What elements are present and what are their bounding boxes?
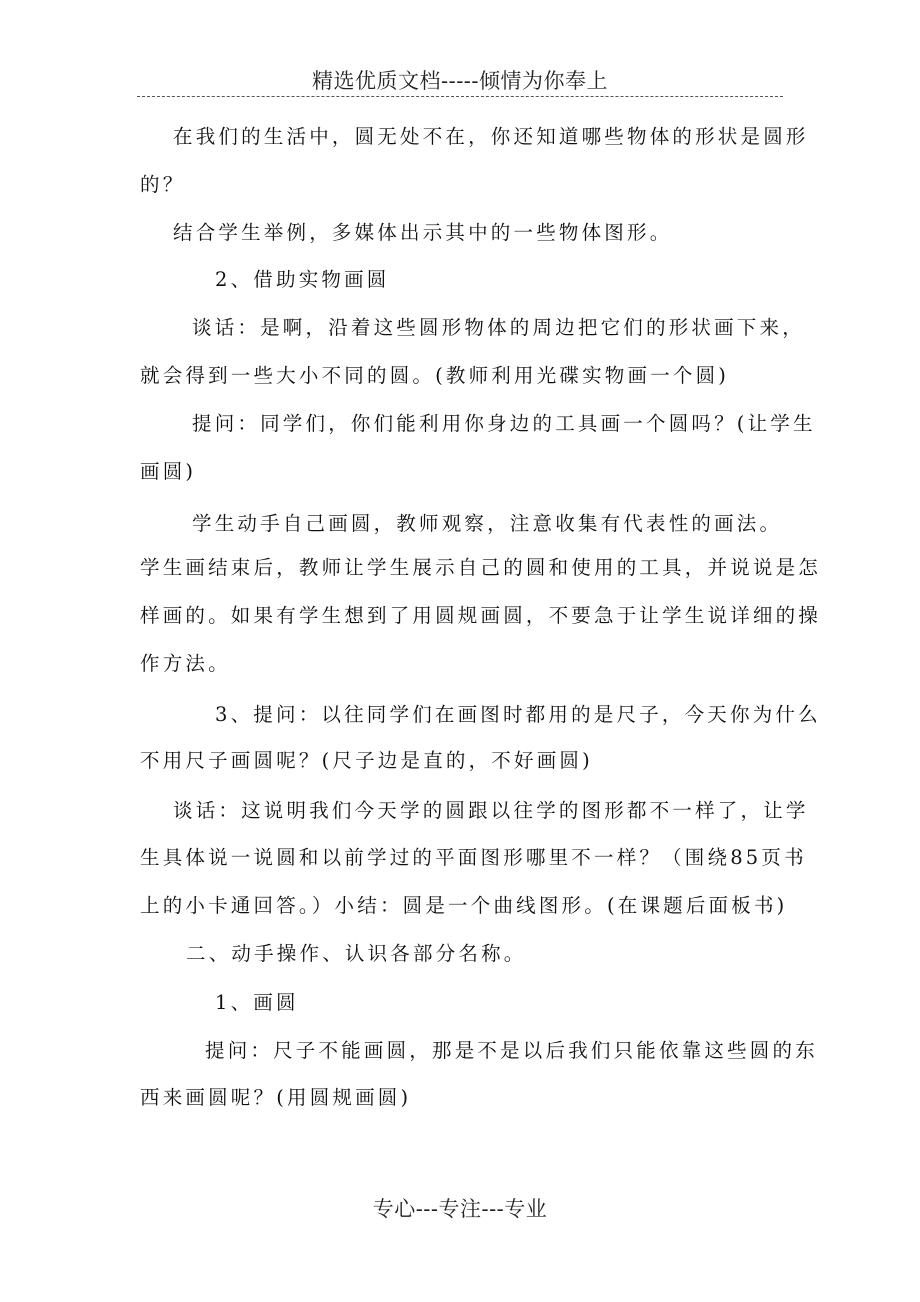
body-line: 提问：同学们，你们能利用你身边的工具画一个圆吗？(让学生 [192, 412, 816, 435]
body-line: 的？ [140, 173, 186, 196]
body-line: 样画的。如果有学生想到了用圆规画圆，不要急于让学生说详细的操 [140, 604, 822, 627]
section-heading: 2、借助实物画圆 [215, 268, 390, 291]
body-line: 就会得到一些大小不同的圆。(教师利用光碟实物画一个圆) [140, 364, 730, 387]
body-line: 提问：尺子不能画圆，那是不是以后我们只能依靠这些圆的东 [205, 1039, 818, 1062]
body-line: 学生画结束后，教师让学生展示自己的圆和使用的工具，并说说是怎 [140, 556, 822, 579]
body-line: 谈话：是啊，沿着这些圆形物体的周边把它们的形状画下来， [192, 316, 805, 339]
body-line: 学生动手自己画圆，教师观察，注意收集有代表性的画法。 [192, 512, 783, 535]
section-heading: 1、画圆 [215, 991, 299, 1014]
section-heading: 二、动手操作、认识各部分名称。 [186, 942, 527, 965]
body-line: 画圆) [140, 460, 197, 483]
body-line: 生具体说一说圆和以前学过的平面图形哪里不一样？（围绕85页书 [140, 846, 807, 869]
page-footer: 专心---专注---专业 [372, 1197, 548, 1221]
body-line: 上的小卡通回答。）小结：圆是一个曲线图形。(在课题后面板书) [140, 894, 788, 917]
body-line: 结合学生举例，多媒体出示其中的一些物体图形。 [173, 221, 673, 244]
body-line: 在我们的生活中，圆无处不在，你还知道哪些物体的形状是圆形 [173, 125, 809, 148]
body-line: 3、提问：以往同学们在画图时都用的是尺子，今天你为什么 [215, 703, 821, 726]
body-line: 西来画圆呢？(用圆规画圆) [140, 1086, 412, 1109]
page-header: 精选优质文档-----倾情为你奉上 [312, 69, 608, 93]
body-line: 不用尺子画圆呢？(尺子边是直的，不好画圆) [140, 749, 593, 772]
body-line: 谈话：这说明我们今天学的圆跟以往学的图形都不一样了，让学 [173, 799, 809, 822]
header-divider [137, 96, 783, 97]
body-line: 作方法。 [140, 652, 231, 675]
